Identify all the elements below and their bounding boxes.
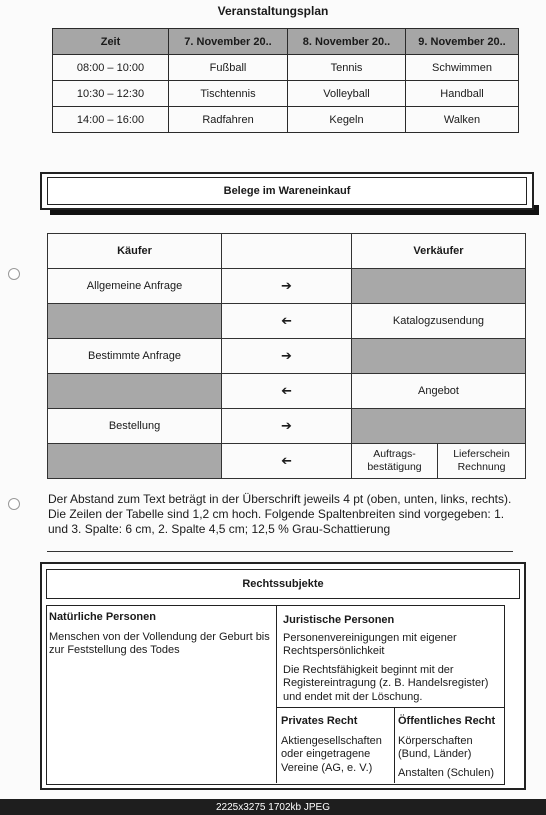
buyer-cell: Bestellung xyxy=(48,409,222,444)
public-law-cell xyxy=(398,715,504,780)
schedule-cell: Tischtennis xyxy=(169,81,288,107)
private-law-heading: Privates Recht xyxy=(281,715,358,727)
divider xyxy=(276,707,504,708)
seller-cell-delivery-invoice: Lieferschein Rechnung xyxy=(438,444,526,479)
table-row xyxy=(48,409,526,444)
schedule-cell: Fußball xyxy=(169,55,288,81)
schedule-cell: Schwimmen xyxy=(406,55,519,81)
public-law-text: Anstalten (Schulen) xyxy=(398,766,494,779)
instruction-paragraph: Der Abstand zum Text beträgt in der Überschrift jeweils 4 pt (oben, unten, links, rechts). Die Zeilen der Tabelle sind 1,2 cm hoch. Folgende Spaltenbreiten sind vorgegeben: 1. und 3. Spalte: 6 cm, 2. Spalte 4,5 cm; 12,5 % Grau-Schattierung xyxy=(48,492,512,536)
arrow-header xyxy=(222,234,352,269)
seller-header: Verkäufer xyxy=(352,234,526,269)
schedule-cell: Volleyball xyxy=(288,81,406,107)
schedule-cell: Walken xyxy=(406,107,519,133)
table-row xyxy=(48,339,526,374)
juristic-persons-cell xyxy=(283,614,501,704)
seller-cell xyxy=(352,409,526,444)
schedule-cell: Kegeln xyxy=(288,107,406,133)
private-law-cell xyxy=(281,715,391,775)
schedule-title: Veranstaltungsplan xyxy=(217,4,329,18)
punch-hole xyxy=(8,268,20,280)
seller-cell xyxy=(352,269,526,304)
left-arrow-icon: ➔ xyxy=(222,304,352,339)
schedule-cell: 08:00 – 10:00 xyxy=(53,55,169,81)
natural-persons-heading: Natürliche Personen xyxy=(49,611,156,623)
image-info-bar: 2225x3275 1702kb JPEG xyxy=(0,799,546,815)
schedule-cell: 10:30 – 12:30 xyxy=(53,81,169,107)
buyer-cell: Bestimmte Anfrage xyxy=(48,339,222,374)
schedule-cell: Handball xyxy=(406,81,519,107)
legal-subjects-title: Rechtssubjekte xyxy=(46,569,520,599)
divider xyxy=(47,551,513,552)
public-law-heading: Öffentliches Recht xyxy=(398,715,496,727)
schedule-header-day2: 8. November 20.. xyxy=(288,29,406,55)
receipts-header-row xyxy=(48,234,526,269)
right-arrow-icon: ➔ xyxy=(222,339,352,374)
seller-cell: Angebot xyxy=(352,374,526,409)
schedule-table xyxy=(52,28,519,133)
right-arrow-icon: ➔ xyxy=(222,409,352,444)
divider xyxy=(276,606,277,783)
natural-persons-cell xyxy=(49,611,271,658)
buyer-header: Käufer xyxy=(48,234,222,269)
table-row xyxy=(53,55,519,81)
juristic-persons-heading: Juristische Personen xyxy=(283,614,395,626)
table-row xyxy=(48,269,526,304)
juristic-persons-text: Personenvereinigungen mit eigener Rechtspersönlichkeit xyxy=(283,631,457,657)
private-law-text: Aktiengesellschaften oder eingetragene Vereine (AG, e. V.) xyxy=(281,734,382,774)
juristic-persons-text: Die Rechtsfähigkeit beginnt mit der Registereintragung (z. B. Handelsregister) und endet mit der Löschung. xyxy=(283,663,489,703)
left-arrow-icon: ➔ xyxy=(222,374,352,409)
schedule-cell: Tennis xyxy=(288,55,406,81)
table-row xyxy=(53,107,519,133)
schedule-header-row xyxy=(53,29,519,55)
buyer-cell xyxy=(48,374,222,409)
schedule-header-day3: 9. November 20.. xyxy=(406,29,519,55)
seller-cell-order-confirmation: Auftrags-bestätigung xyxy=(352,444,438,479)
buyer-cell xyxy=(48,304,222,339)
legal-subjects-grid xyxy=(46,605,505,785)
left-arrow-icon: ➔ xyxy=(222,444,352,479)
table-row xyxy=(48,304,526,339)
seller-cell: Katalogzusendung xyxy=(352,304,526,339)
table-row xyxy=(48,444,526,479)
schedule-header-time: Zeit xyxy=(53,29,169,55)
receipts-table xyxy=(47,233,526,479)
table-row xyxy=(48,374,526,409)
seller-cell xyxy=(352,339,526,374)
receipts-title: Belege im Wareneinkauf xyxy=(47,177,527,205)
public-law-text: Körperschaften (Bund, Länder) xyxy=(398,734,473,760)
natural-persons-text: Menschen von der Vollendung der Geburt bis zur Feststellung des Todes xyxy=(49,630,270,656)
table-row xyxy=(53,81,519,107)
divider xyxy=(394,707,395,783)
right-arrow-icon: ➔ xyxy=(222,269,352,304)
buyer-cell xyxy=(48,444,222,479)
punch-hole xyxy=(8,498,20,510)
buyer-cell: Allgemeine Anfrage xyxy=(48,269,222,304)
schedule-cell: Radfahren xyxy=(169,107,288,133)
schedule-cell: 14:00 – 16:00 xyxy=(53,107,169,133)
schedule-header-day1: 7. November 20.. xyxy=(169,29,288,55)
